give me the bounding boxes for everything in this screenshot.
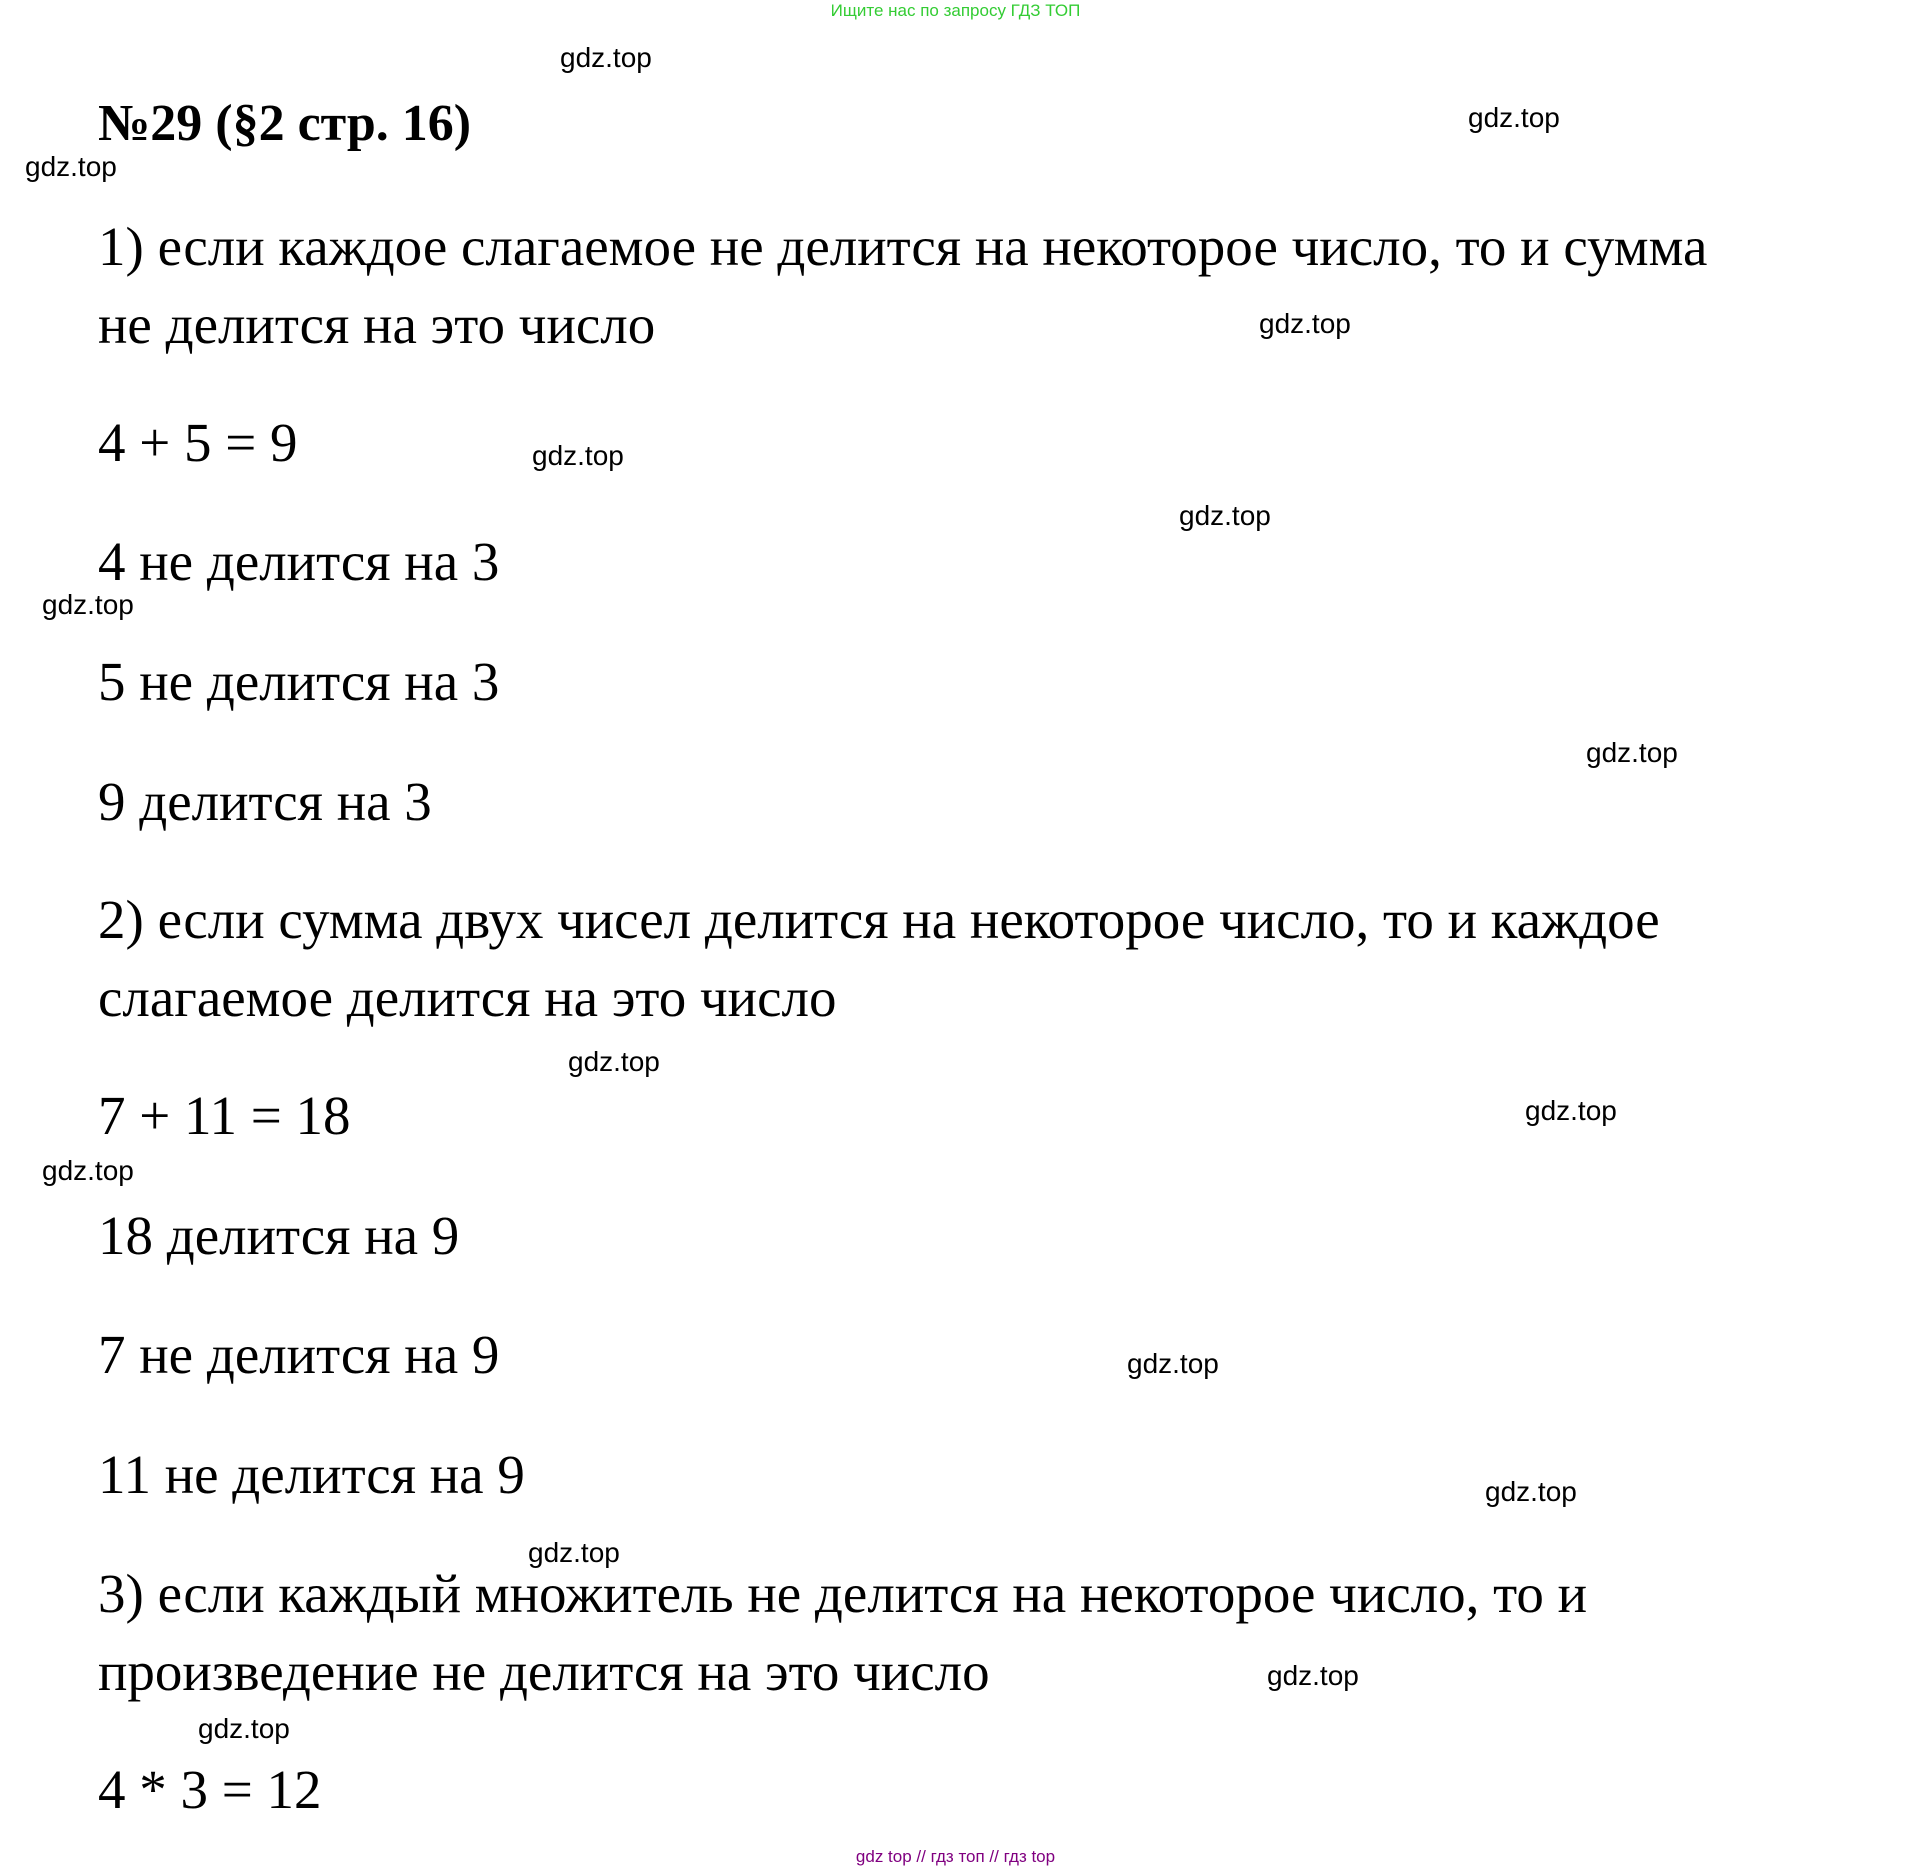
statement-3-line-2: произведение не делится на это число: [98, 1641, 990, 1702]
example-2-note-1: 18 делится на 9: [98, 1205, 460, 1266]
footer: gdz top // гдз топ // гдз top: [855, 1847, 1056, 1866]
watermark: gdz.top: [1267, 1660, 1359, 1691]
statement-2-line-2: слагаемое делится на это число: [98, 967, 837, 1028]
watermark: gdz.top: [1525, 1095, 1617, 1126]
watermark: gdz.top: [42, 1155, 134, 1186]
watermark: gdz.top: [532, 440, 624, 471]
statement-1-line-1: 1) если каждое слагаемое не делится на некоторое число, то и сумма: [98, 216, 1708, 277]
page-title: №29 (§2 стр. 16): [98, 95, 472, 152]
example-2-note-2: 7 не делится на 9: [98, 1324, 500, 1385]
example-1-note-3: 9 делится на 3: [98, 771, 432, 832]
statement-1-line-2: не делится на это число: [98, 294, 656, 355]
watermark: gdz.top: [528, 1537, 620, 1568]
example-2-note-3: 11 не делится на 9: [98, 1444, 525, 1505]
top-banner: Ищите нас по запросу ГДЗ ТОП: [830, 1, 1081, 20]
example-1-equation: 4 + 5 = 9: [98, 412, 298, 473]
example-1-note-2: 5 не делится на 3: [98, 651, 500, 712]
statement-3-line-1: 3) если каждый множитель не делится на некоторое число, то и: [98, 1563, 1588, 1624]
example-2-equation: 7 + 11 = 18: [98, 1085, 351, 1146]
watermark: gdz.top: [42, 589, 134, 620]
watermark: gdz.top: [198, 1713, 290, 1744]
watermark: gdz.top: [25, 151, 117, 182]
watermark: gdz.top: [1127, 1348, 1219, 1379]
example-3-equation: 4 * 3 = 12: [98, 1759, 322, 1820]
watermark: gdz.top: [1485, 1476, 1577, 1507]
watermark: gdz.top: [568, 1046, 660, 1077]
watermark: gdz.top: [1586, 737, 1678, 768]
watermark: gdz.top: [1468, 102, 1560, 133]
watermark: gdz.top: [1179, 500, 1271, 531]
example-1-note-1: 4 не делится на 3: [98, 531, 500, 592]
watermark: gdz.top: [1259, 308, 1351, 339]
statement-2-line-1: 2) если сумма двух чисел делится на некоторое число, то и каждое: [98, 889, 1660, 950]
watermark: gdz.top: [560, 42, 652, 73]
